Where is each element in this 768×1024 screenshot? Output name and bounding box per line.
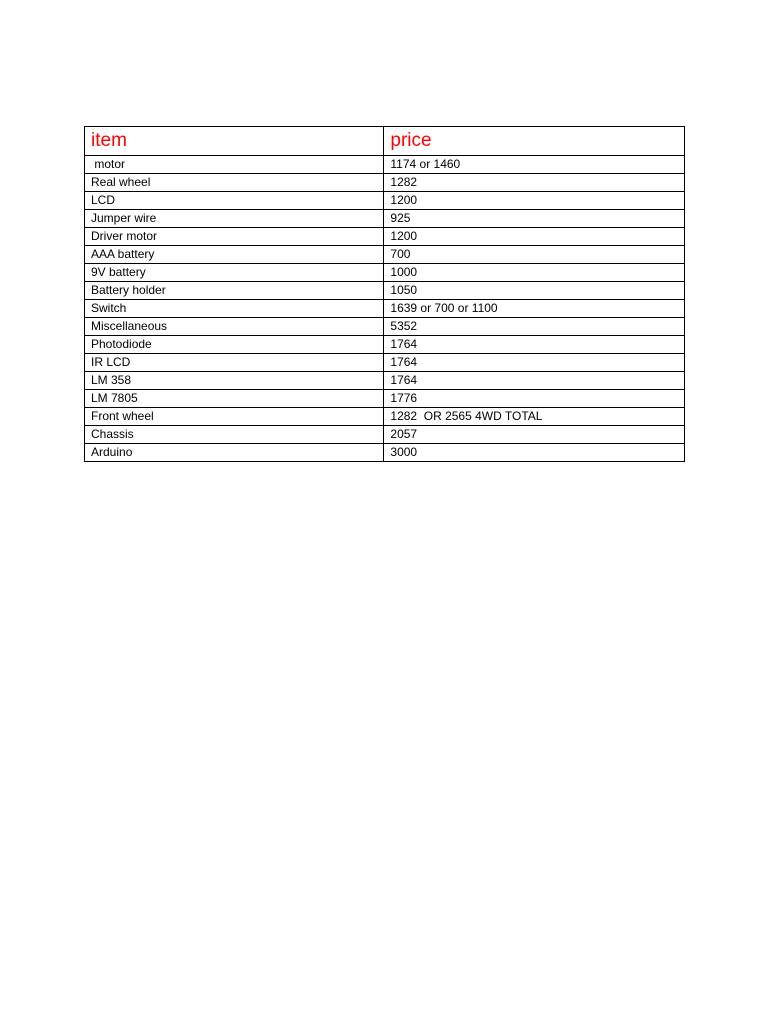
item-cell: LCD xyxy=(85,192,384,210)
price-cell: 1200 xyxy=(384,228,685,246)
price-cell: 1776 xyxy=(384,390,685,408)
header-item: item xyxy=(85,127,384,156)
table-row xyxy=(85,282,685,300)
price-cell: 1639 or 700 or 1100 xyxy=(384,300,685,318)
item-cell: Battery holder xyxy=(85,282,384,300)
table-row xyxy=(85,444,685,462)
table-row xyxy=(85,390,685,408)
table-row xyxy=(85,426,685,444)
price-cell: 1764 xyxy=(384,336,685,354)
price-cell: 1000 xyxy=(384,264,685,282)
price-cell: 1282 xyxy=(384,174,685,192)
item-cell: Chassis xyxy=(85,426,384,444)
table-row xyxy=(85,210,685,228)
table-row xyxy=(85,336,685,354)
item-cell: Photodiode xyxy=(85,336,384,354)
table-body xyxy=(85,156,685,462)
table-row xyxy=(85,156,685,174)
table-row xyxy=(85,372,685,390)
item-cell: 9V battery xyxy=(85,264,384,282)
price-cell: 5352 xyxy=(384,318,685,336)
price-cell: 1200 xyxy=(384,192,685,210)
price-cell: 1764 xyxy=(384,372,685,390)
item-cell: LM 7805 xyxy=(85,390,384,408)
price-cell: 1174 or 1460 xyxy=(384,156,685,174)
table-row xyxy=(85,354,685,372)
price-cell: 1282 OR 2565 4WD TOTAL xyxy=(384,408,685,426)
item-cell: Front wheel xyxy=(85,408,384,426)
item-cell: Driver motor xyxy=(85,228,384,246)
table-row xyxy=(85,246,685,264)
table-row xyxy=(85,264,685,282)
item-cell: Real wheel xyxy=(85,174,384,192)
price-cell: 1764 xyxy=(384,354,685,372)
item-cell: IR LCD xyxy=(85,354,384,372)
table-row xyxy=(85,318,685,336)
table-row xyxy=(85,408,685,426)
item-cell: motor xyxy=(85,156,384,174)
price-cell: 1050 xyxy=(384,282,685,300)
item-cell: Arduino xyxy=(85,444,384,462)
price-table xyxy=(84,126,685,462)
table-row xyxy=(85,228,685,246)
item-cell: LM 358 xyxy=(85,372,384,390)
item-cell: AAA battery xyxy=(85,246,384,264)
item-cell: Miscellaneous xyxy=(85,318,384,336)
price-cell: 925 xyxy=(384,210,685,228)
table-header-row xyxy=(85,127,685,156)
price-cell: 700 xyxy=(384,246,685,264)
price-cell: 3000 xyxy=(384,444,685,462)
table-row xyxy=(85,192,685,210)
table-row xyxy=(85,174,685,192)
header-price: price xyxy=(384,127,685,156)
table-row xyxy=(85,300,685,318)
price-cell: 2057 xyxy=(384,426,685,444)
item-cell: Switch xyxy=(85,300,384,318)
item-cell: Jumper wire xyxy=(85,210,384,228)
